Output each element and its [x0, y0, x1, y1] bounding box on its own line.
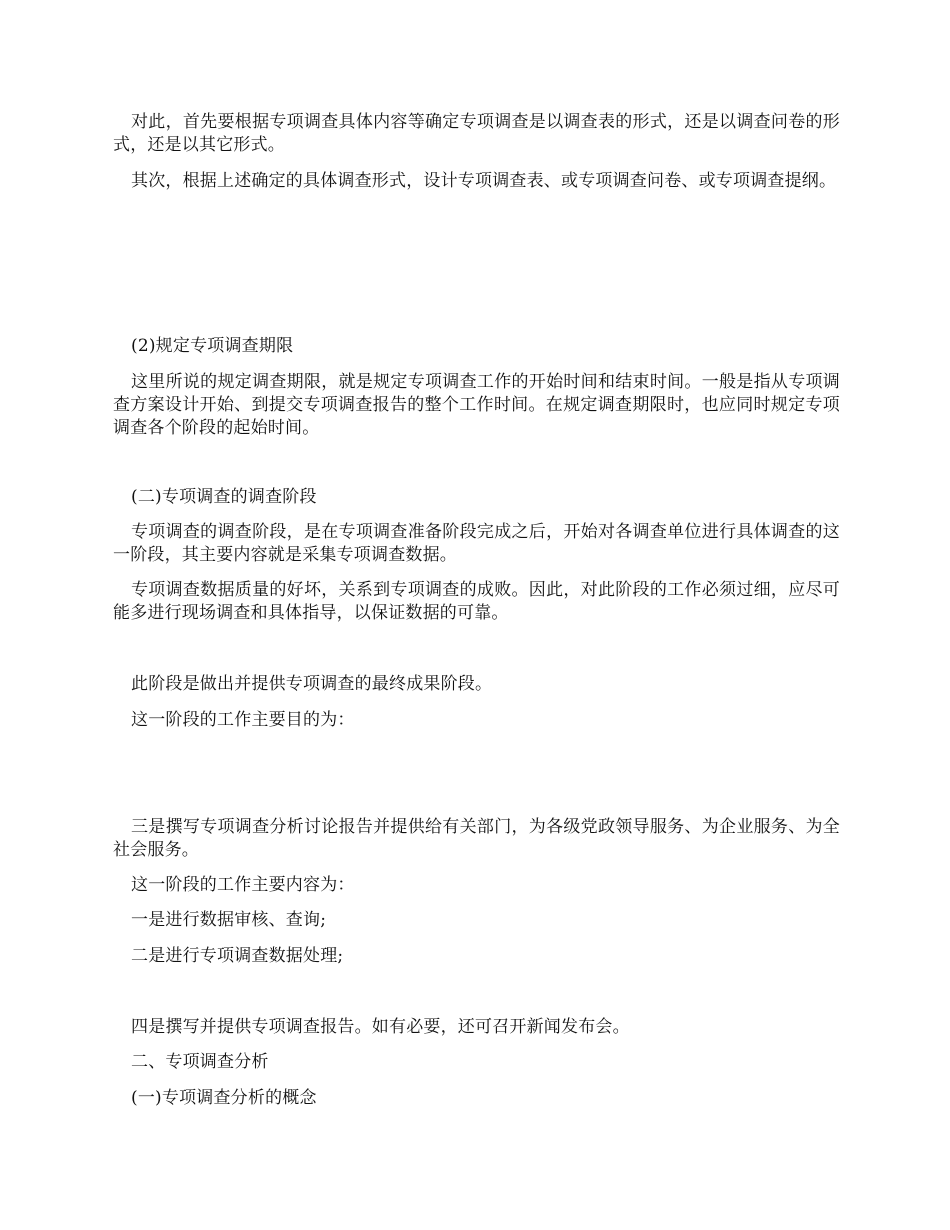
- paragraph-data-quality: 专项调查数据质量的好坏，关系到专项调查的成败。因此，对此阶段的工作必须过细，应尽可能多进行现场调查和具体指导，以保证数据的可靠。: [113, 580, 840, 623]
- paragraph-survey-period: 这里所说的规定调查期限，就是规定专项调查工作的开始时间和结束时间。一般是指从专项调查方案设计开始、到提交专项调查报告的整个工作时间。在规定调查期限时，也应同时规定专项调查各个阶段的起始时间。: [113, 372, 840, 438]
- heading-survey-stage: (二)专项调查的调查阶段: [131, 487, 317, 507]
- heading-analysis-concept: (一)专项调查分析的概念: [131, 1088, 317, 1108]
- paragraph-design-questionnaire: 其次，根据上述确定的具体调查形式，设计专项调查表、或专项调查问卷、或专项调查提纲。: [131, 171, 837, 191]
- paragraph-final-stage: 此阶段是做出并提供专项调查的最终成果阶段。: [131, 674, 493, 694]
- paragraph-stage-goal: 这一阶段的工作主要目的为：: [131, 710, 355, 730]
- paragraph-analysis-report: 三是撰写专项调查分析讨论报告并提供给有关部门，为各级党政领导服务、为企业服务、为全社会服务。: [113, 817, 840, 860]
- heading-survey-analysis: 二、专项调查分析: [131, 1052, 269, 1072]
- list-item-data-processing: 二是进行专项调查数据处理;: [131, 946, 344, 966]
- paragraph-stage-content: 这一阶段的工作主要内容为：: [131, 875, 355, 895]
- list-item-data-review: 一是进行数据审核、查询;: [131, 910, 327, 930]
- paragraph-survey-stage: 专项调查的调查阶段，是在专项调查准备阶段完成之后，开始对各调查单位进行具体调查的这一阶段，其主要内容就是采集专项调查数据。: [113, 522, 840, 565]
- paragraph-survey-form: 对此，首先要根据专项调查具体内容等确定专项调查是以调查表的形式，还是以调查问卷的形式，还是以其它形式。: [113, 112, 840, 155]
- heading-survey-period: (2)规定专项调查期限: [131, 336, 294, 356]
- list-item-write-report: 四是撰写并提供专项调查报告。如有必要，还可召开新闻发布会。: [131, 1017, 630, 1037]
